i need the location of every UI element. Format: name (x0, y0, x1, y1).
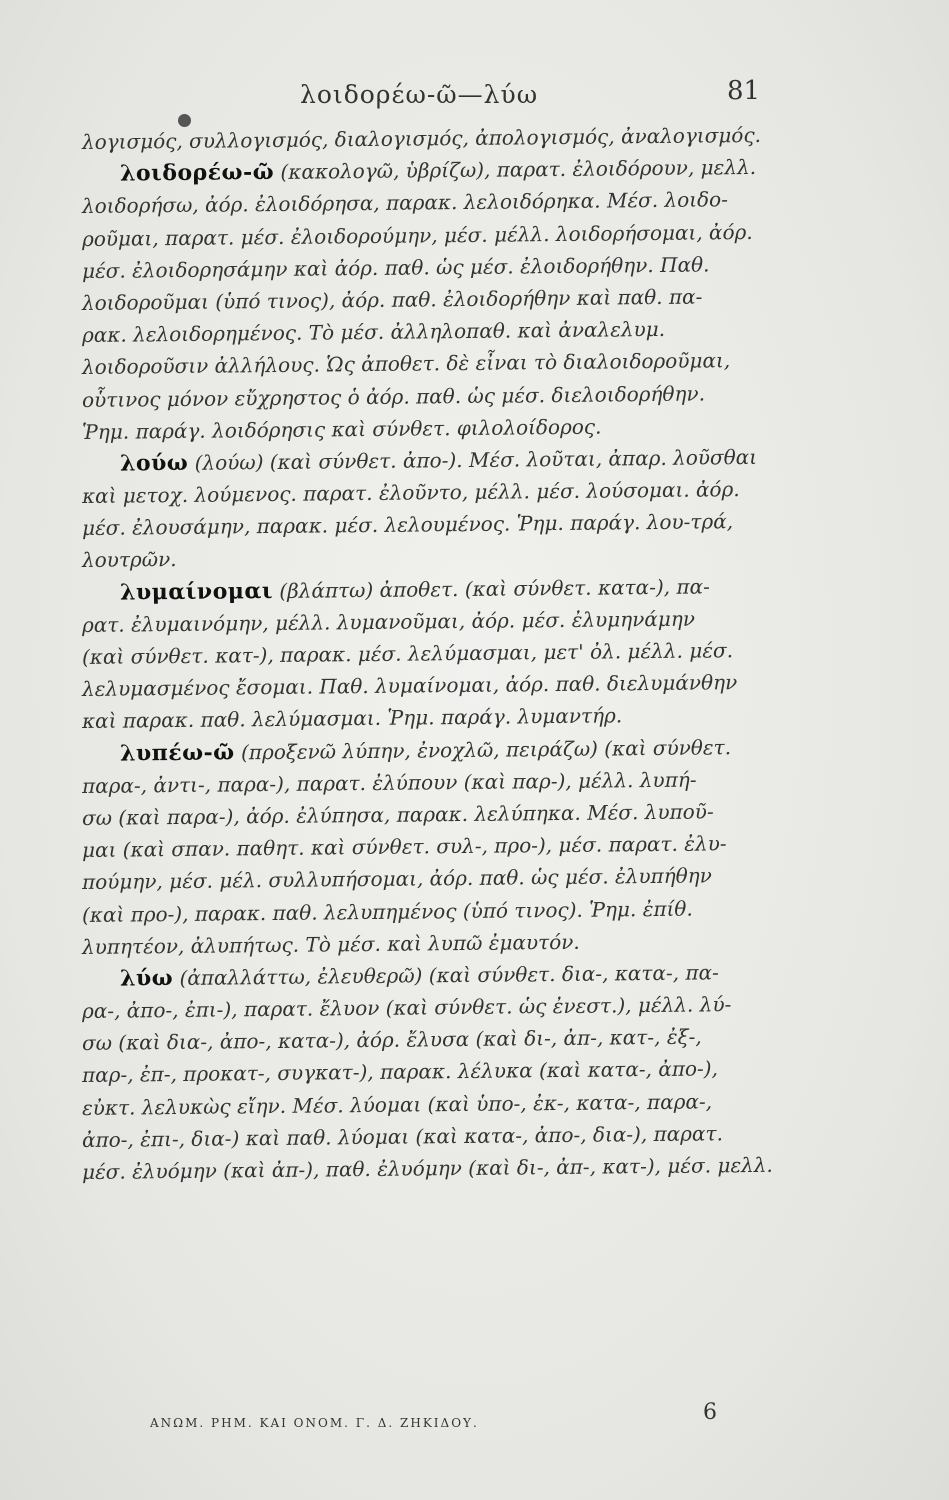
line-text: λοιδοροῦμαι (ὑπό τινος), ἀόρ. παθ. ἐλοιδορήθην καὶ παθ. πα- (81, 284, 703, 315)
running-head: λοιδορέω-ῶ—λύω (300, 80, 539, 109)
line-text: (βλάπτω) ἀποθετ. (καὶ σύνθετ. κατα-), πα- (272, 574, 710, 603)
page-footer (0, 1400, 949, 1440)
page-header (0, 74, 949, 114)
headword: λυπέω-ῶ (119, 738, 235, 767)
line-text: καὶ παρακ. παθ. λελύμασμαι. Ῥημ. παράγ. λυμαντήρ. (81, 703, 623, 734)
line-text: ἀπο-, ἐπι-, δια-) καὶ παθ. λύομαι (καὶ κατα-, ἀπο-, δια-), παρατ. (81, 1121, 724, 1152)
line-text: μέσ. ἐλουσάμην, παρακ. μέσ. λελουμένος. Ῥημ. παράγ. λου-τρά, (81, 509, 734, 541)
line-text: σω (καὶ παρα-), ἀόρ. ἐλύπησα, παρακ. λελύπηκα. Μέσ. λυποῦ- (81, 799, 714, 830)
line-text: οὗτινος μόνον εὔχρηστος ὁ ἀόρ. παθ. ὡς μέσ. διελοιδορήθην. (81, 380, 706, 412)
line-text: σω (καὶ δια-, ἀπο-, κατα-), ἀόρ. ἔλυσα (καὶ δι-, ἀπ-, κατ-, ἐξ-, (81, 1024, 702, 1056)
headword: λοιδορέω-ῶ (119, 159, 275, 187)
line-text: λοιδορήσω, ἀόρ. ἐλοιδόρησα, παρακ. λελοιδόρηκα. Μέσ. λοιδο- (81, 187, 729, 219)
headword: λούω (119, 449, 189, 477)
headword: λύω (119, 964, 174, 992)
line-text: μέσ. ἐλοιδορησάμην καὶ ἀόρ. παθ. ὡς μέσ. ἐλοιδορήθην. Παθ. (81, 252, 710, 283)
printer-signature: ΑΝΩΜ. ΡΗΜ. ΚΑΙ ΟΝΟΜ. Γ. Δ. ΖΗΚΙΔΟΥ. (150, 1416, 479, 1430)
dictionary-text (81, 122, 802, 1188)
line-text: μαι (καὶ σπαν. παθητ. καὶ σύνθετ. συλ-, προ-), μέσ. παρατ. ἐλυ- (81, 831, 727, 863)
line-text: λυπητέον, ἀλυπήτως. Τὸ μέσ. καὶ λυπῶ ἐμαυτόν. (81, 929, 580, 959)
line-text: λουτρῶν. (81, 547, 177, 573)
line-text: εὐκτ. λελυκὼς εἴην. Μέσ. λύομαι (καὶ ὑπο-, ἐκ-, κατα-, παρα-, (81, 1089, 713, 1120)
text-line (82, 1148, 802, 1188)
line-text: παρ-, ἐπ-, προκατ-, συγκατ-), παρακ. λέλυκα (καὶ κατα-, ἀπο-), (81, 1056, 719, 1088)
line-text: ρα-, ἀπο-, ἐπι-), παρατ. ἔλυον (καὶ σύνθετ. ὡς ἐνεστ.), μέλλ. λύ- (81, 992, 732, 1024)
line-text: (καὶ σύνθετ. κατ-), παρακ. μέσ. λελύμασμαι, μετ' ὀλ. μέλλ. μέσ. (81, 638, 734, 669)
line-text: (καὶ προ-), παρακ. παθ. λελυπημένος (ὑπό τινος). Ῥημ. ἐπίθ. (81, 896, 693, 927)
signature-number: 6 (703, 1400, 717, 1425)
line-text: (προξενῶ λύπην, ἐνοχλῶ, πειράζω) (καὶ σύνθετ. (234, 734, 732, 764)
line-text: (κακολογῶ, ὑβρίζω), παρατ. ἐλοιδόρουν, μελλ. (273, 155, 757, 185)
line-text: Ῥημ. παράγ. λοιδόρησις καὶ σύνθετ. φιλολοίδορος. (81, 414, 602, 444)
page-number: 81 (727, 76, 761, 106)
headword: λυμαίνομαι (119, 577, 274, 606)
line-text: (λούω) (καὶ σύνθετ. ἀπο-). Μέσ. λοῦται, ἀπαρ. λοῦσθαι (188, 444, 758, 475)
line-text: καὶ μετοχ. λούμενος. παρατ. ἐλοῦντο, μέλλ. μέσ. λούσομαι. ἀόρ. (81, 477, 740, 509)
line-text: λελυμασμένος ἔσομαι. Παθ. λυμαίνομαι, ἀόρ. παθ. διελυμάνθην (81, 670, 738, 702)
line-text: ροῦμαι, παρατ. μέσ. ἐλοιδορούμην, μέσ. μέλλ. λοιδορήσομαι, ἀόρ. (81, 219, 753, 251)
line-text: μέσ. ἐλυόμην (καὶ ἀπ-), παθ. ἐλυόμην (καὶ δι-, ἀπ-, κατ-), μέσ. μελλ. (81, 1152, 773, 1184)
line-text: πούμην, μέσ. μέλ. συλλυπήσομαι, ἀόρ. παθ. ὡς μέσ. ἐλυπήθην (81, 863, 712, 895)
line-text: λοιδοροῦσιν ἀλλήλους. Ὡς ἀποθετ. δὲ εἶναι τὸ διαλοιδοροῦμαι, (81, 348, 731, 380)
line-text: (ἀπαλλάττω, ἐλευθερῶ) (καὶ σύνθετ. δια-, κατα-, πα- (173, 960, 719, 990)
line-text: ρακ. λελοιδορημένος. Τὸ μέσ. ἀλληλοπαθ. καὶ ἀναλελυμ. (81, 317, 666, 348)
line-text: παρα-, ἀντι-, παρα-), παρατ. ἐλύπουν (καὶ παρ-), μέλλ. λυπή- (81, 767, 697, 798)
line-text: ρατ. ἐλυμαινόμην, μέλλ. λυμανοῦμαι, ἀόρ. μέσ. ἐλυμηνάμην (81, 606, 696, 637)
line-text: λογισμός, συλλογισμός, διαλογισμός, ἀπολογισμός, ἀναλογισμός. (81, 122, 762, 154)
